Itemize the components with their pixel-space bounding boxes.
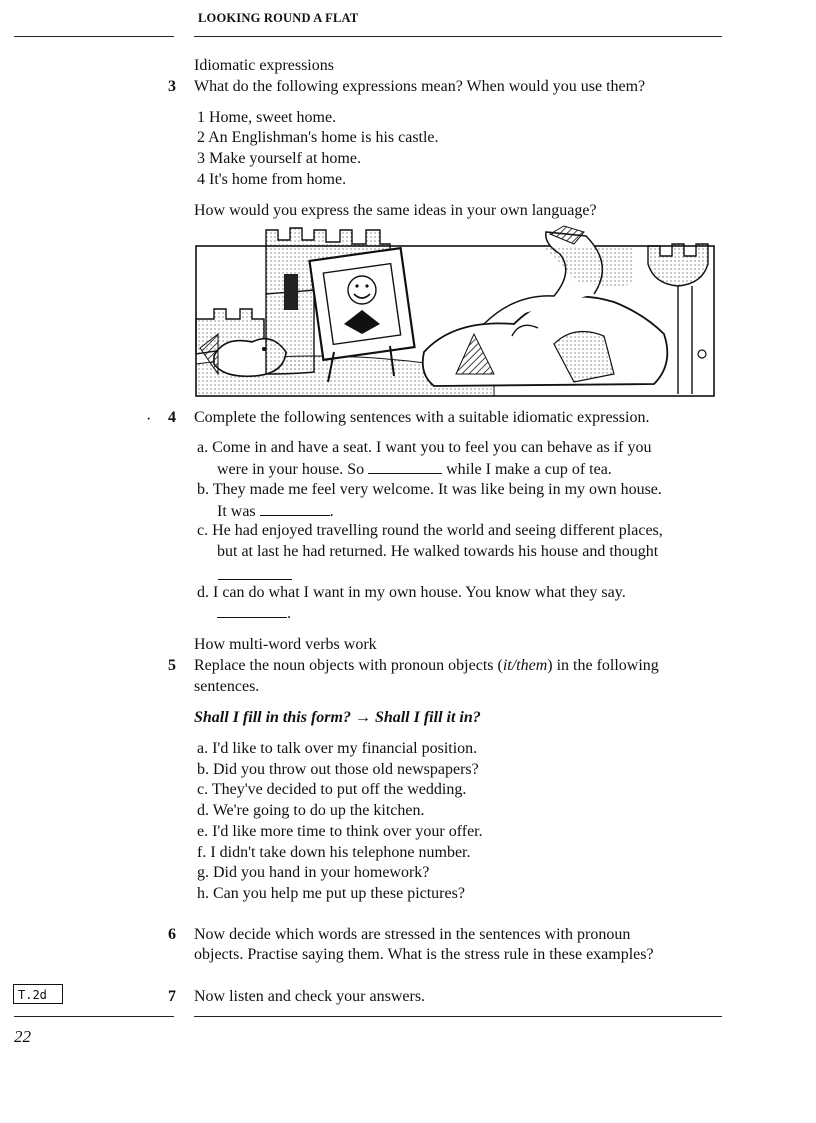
exercise-5-item: g. Did you hand in your homework? <box>197 864 430 881</box>
exercise-4-item-c: c. He had enjoyed travelling round the world and seeing different places, <box>197 522 663 539</box>
exercise-5-instruction-cont: sentences. <box>194 678 260 695</box>
answer-blank[interactable] <box>368 459 442 474</box>
exercise-4-item-c-cont: but at last he had returned. He walked towards his house and thought <box>217 543 659 560</box>
exercise-5-example: Shall I fill in this form? → Shall I fill it in? <box>194 709 481 726</box>
exercise-5-item: f. I didn't take down his telephone number. <box>197 844 471 861</box>
exercise-number-3: 3 <box>168 78 176 95</box>
tape-reference-label: T.2d <box>13 984 63 1004</box>
exercise-4-item-d: d. I can do what I want in my own house. You know what they say. <box>197 584 626 601</box>
text-segment: it/them <box>502 657 548 674</box>
exercise-5-item: a. I'd like to talk over my financial position. <box>197 740 478 757</box>
text-segment: It was <box>217 503 256 520</box>
header-rule-right <box>194 36 722 37</box>
text-segment: . <box>329 503 334 520</box>
exercise-3-item: 4 It's home from home. <box>197 171 347 188</box>
exercise-number-6: 6 <box>168 926 176 943</box>
text-segment: ) in the following <box>547 657 659 674</box>
exercise-5-item: b. Did you throw out those old newspapers? <box>197 761 479 778</box>
exercise-4-item-b-cont <box>217 501 334 522</box>
exercise-3-follow-up: How would you express the same ideas in your own language? <box>194 202 597 219</box>
exercise-5-instruction <box>194 656 659 676</box>
text-segment: were in your house. So <box>217 461 365 478</box>
footer-rule-left <box>14 1016 174 1017</box>
exercise-5-item: d. We're going to do up the kitchen. <box>197 802 425 819</box>
exercise-number-7: 7 <box>168 988 176 1005</box>
exercise-5-item: c. They've decided to put off the wedding. <box>197 781 467 798</box>
section-heading-idioms: Idiomatic expressions <box>194 57 334 74</box>
header-rule-left <box>14 36 174 37</box>
exercise-bullet-mark: · <box>146 411 152 428</box>
exercise-6-text-cont: objects. Practise saying them. What is the stress rule in these examples? <box>194 946 654 963</box>
section-heading-multiword: How multi-word verbs work <box>194 636 377 653</box>
exercise-3-instruction: What do the following expressions mean? When would you use them? <box>194 78 646 95</box>
exercise-number-5: 5 <box>168 657 176 674</box>
exercise-6-text: Now decide which words are stressed in the sentences with pronoun <box>194 926 631 943</box>
page-number: 22 <box>14 1027 31 1046</box>
exercise-3-item: 1 Home, sweet home. <box>197 109 337 126</box>
exercise-3-item: 2 An Englishman's home is his castle. <box>197 129 439 146</box>
running-header: LOOKING ROUND A FLAT <box>198 11 359 25</box>
exercise-7-text: Now listen and check your answers. <box>194 988 426 1005</box>
exercise-number-4: 4 <box>168 409 176 426</box>
text-segment: . <box>287 605 291 622</box>
answer-blank[interactable] <box>217 603 287 618</box>
exercise-5-item: e. I'd like more time to think over your offer. <box>197 823 483 840</box>
exercise-4-item-a-cont <box>217 459 612 480</box>
text-segment: while I make a cup of tea. <box>446 461 612 478</box>
footer-rule-right <box>194 1016 722 1017</box>
exercise-4-item-d-cont <box>217 603 291 624</box>
exercise-4-item-b: b. They made me feel very welcome. It was like being in my own house. <box>197 481 662 498</box>
answer-blank[interactable] <box>218 579 292 580</box>
exercise-3-item: 3 Make yourself at home. <box>197 150 361 167</box>
exercise-5-item: h. Can you help me put up these pictures? <box>197 885 465 902</box>
exercise-4-item-a: a. Come in and have a seat. I want you to feel you can behave as if you <box>197 439 652 456</box>
answer-blank[interactable] <box>260 501 330 516</box>
castle-home-illustration <box>194 224 722 398</box>
exercise-4-instruction: Complete the following sentences with a suitable idiomatic expression. <box>194 409 650 426</box>
text-segment: Replace the noun objects with pronoun objects ( <box>194 657 503 674</box>
